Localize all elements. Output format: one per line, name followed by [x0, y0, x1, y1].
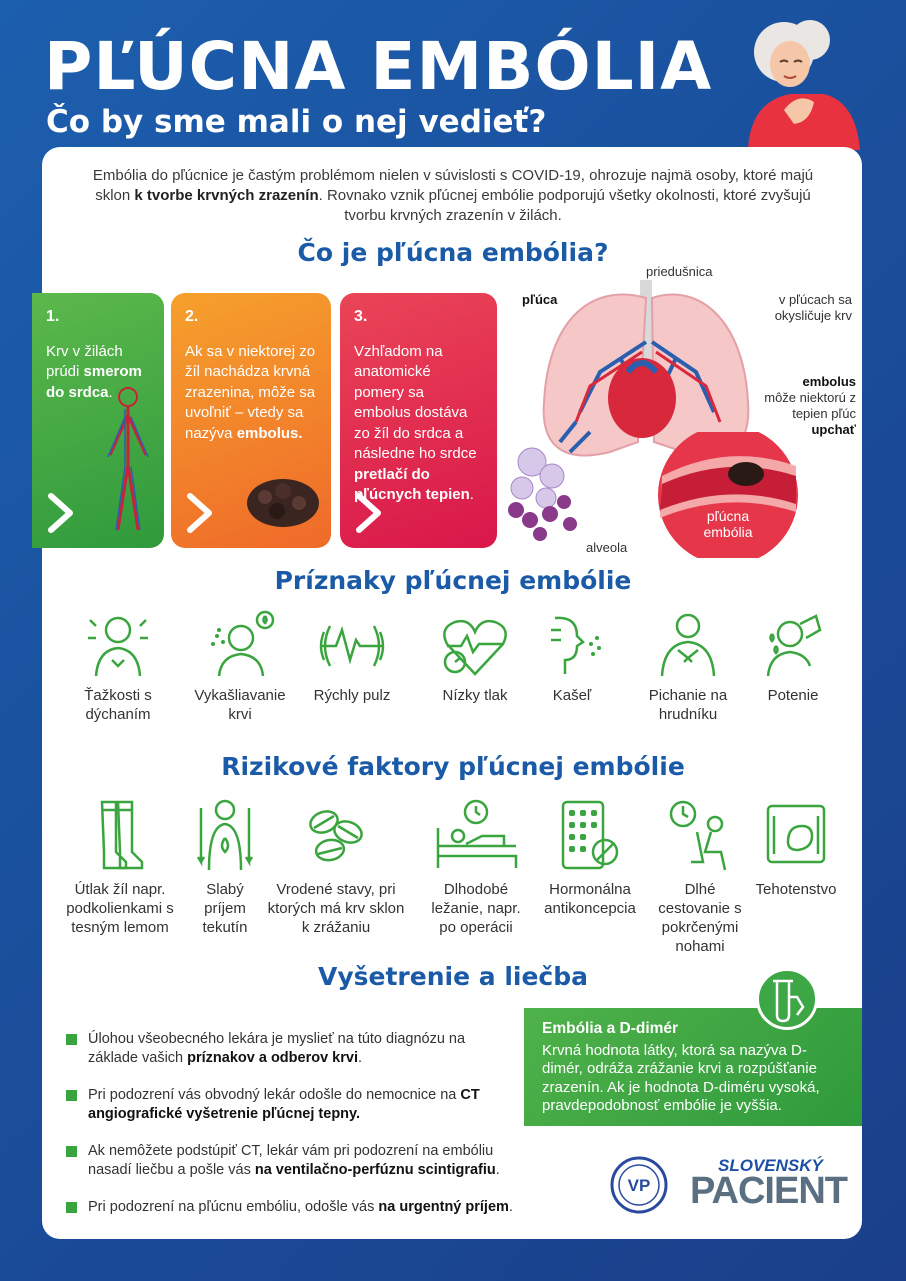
cough-blood-icon: [203, 610, 277, 678]
circulation-body-icon: [98, 385, 158, 535]
list-item: Pri podozrení vás obvodný lekár odošle do nemocnice na CT angiografické vyšetrenie pľúcnej tepny.: [66, 1086, 516, 1124]
logo-brand-bottom: PACIENT: [690, 1170, 847, 1212]
risk-congenital: Vrodené stavy, pri ktorých má krv sklon k zrážaniu: [266, 798, 406, 937]
label-alveola: alveola: [586, 540, 628, 555]
risk-bed-rest: Dlhodobé ležanie, napr. po operácii: [424, 798, 528, 937]
breathing-icon: [86, 610, 150, 678]
treatment-list: [66, 1030, 516, 1235]
cough-icon: [537, 610, 607, 678]
sweating-icon: [760, 610, 826, 678]
contraception-icon: [557, 798, 623, 872]
risk-contraception: Hormonálna antikoncepcia: [534, 798, 646, 918]
risk-low-fluids: Slabý príjem tekutín: [188, 798, 262, 937]
stockings-icon: [88, 798, 152, 872]
vp-association-logo: [610, 1156, 668, 1214]
chevron-right-icon: [354, 492, 384, 534]
risk-stockings: Útlak žíl napr. podkolienkami s tesným lemom: [56, 798, 184, 937]
blood-clot-icon: [243, 473, 323, 533]
risk-pregnancy: Tehotenstvo: [748, 798, 844, 899]
step-3-card: 3. Vzhľadom na anatomické pomery sa embolus dostáva zo žíl do srdca a následne ho srdce pretlačí do pľúcnych tepien.: [340, 293, 497, 548]
list-item: Pri podozrení na pľúcnu embóliu, odošle vás na urgentný príjem.: [66, 1198, 516, 1217]
list-item: Úlohou všeobecného lekára je myslieť na túto diagnózu na základe vašich príznakov a odberov krvi.: [66, 1030, 516, 1068]
symptom-sweating: Potenie: [750, 610, 836, 705]
low-fluids-icon: [197, 798, 253, 872]
pulse-icon: [316, 610, 388, 678]
pills-icon: [304, 798, 368, 872]
list-item: Ak nemôžete podstúpiť CT, lekár vám pri podozrení na embóliu nasadí liečbu a pošle vás na ventilačno-perfúznu scintigrafiu.: [66, 1142, 516, 1180]
label-embolus: embolus môže niektorú z tepien pľúc upchať: [764, 374, 856, 437]
pregnancy-icon: [764, 798, 828, 872]
label-lungs: pľúca: [522, 292, 558, 307]
label-oxygen: v pľúcach sa okysličuje krv: [774, 292, 852, 323]
chest-pain-icon: [654, 610, 722, 678]
page-title: PĽÚCNA EMBÓLIA: [44, 28, 713, 105]
symptom-low-pressure: Nízky tlak: [432, 610, 518, 705]
test-tube-badge: [756, 968, 818, 1030]
step-1-card: 1. Krv v žilách prúdi smerom do srdca.: [32, 293, 164, 548]
step-2-card: 2. Ak sa v niektorej zo žíl nachádza krvná zrazenina, môže sa uvoľniť – vtedy sa nazýva embolus.: [171, 293, 331, 548]
symptom-breathing: Ťažkosti s dýchaním: [60, 610, 176, 724]
page-subtitle: Čo by sme mali o nej vedieť?: [46, 104, 547, 140]
treatment-heading: Vyšetrenie a liečba: [318, 962, 588, 991]
chevron-right-icon: [185, 492, 215, 534]
chevron-right-icon: [46, 492, 76, 534]
ddimer-box: Embólia a D-dimér Krvná hodnota látky, ktorá sa nazýva D-dimér, odráža zrážanie krvi a rozpúšťanie zrazenín. Ak je hodnota D-diméru vysoká, pravdepodobnosť embólie je vyššia.: [524, 1008, 862, 1126]
label-trachea: priedušnica: [646, 264, 713, 279]
logo-brand-top: SLOVENSKÝ: [718, 1156, 823, 1175]
blood-pressure-icon: [439, 610, 511, 678]
intro-text: Embólia do pľúcnice je častým problémom nielen v súvislosti s COVID-19, ohrozuje najmä osoby, ktoré majú sklon k tvorbe krvných zrazenín. Rovnako vznik pľúcnej embólie podporujú všetky okolnosti, ktoré zvyšujú tvorbu krvných zrazenín v žilách.: [92, 167, 814, 224]
bed-rest-icon: [432, 798, 520, 872]
symptom-cough-blood: Vykašliavanie krvi: [184, 610, 296, 724]
symptom-chest-pain: Pichanie na hrudníku: [636, 610, 740, 724]
svg-text:VP: VP: [627, 1176, 651, 1195]
risks-heading: Rizikové faktory pľúcnej embólie: [221, 752, 685, 781]
symptom-pulse: Rýchly pulz: [310, 610, 394, 705]
risk-long-travel: Dlhé cestovanie s pokrčenými nohami: [650, 798, 750, 956]
label-circle-embolism: pľúcna embólia: [703, 508, 753, 540]
symptoms-heading: Príznaky pľúcnej embólie: [274, 566, 632, 595]
test-tube-icon: [759, 971, 815, 1027]
woman-illustration: [728, 10, 868, 150]
what-is-heading: Čo je pľúcna embólia?: [297, 238, 609, 267]
long-travel-icon: [667, 798, 733, 872]
symptom-cough: Kašeľ: [532, 610, 612, 705]
